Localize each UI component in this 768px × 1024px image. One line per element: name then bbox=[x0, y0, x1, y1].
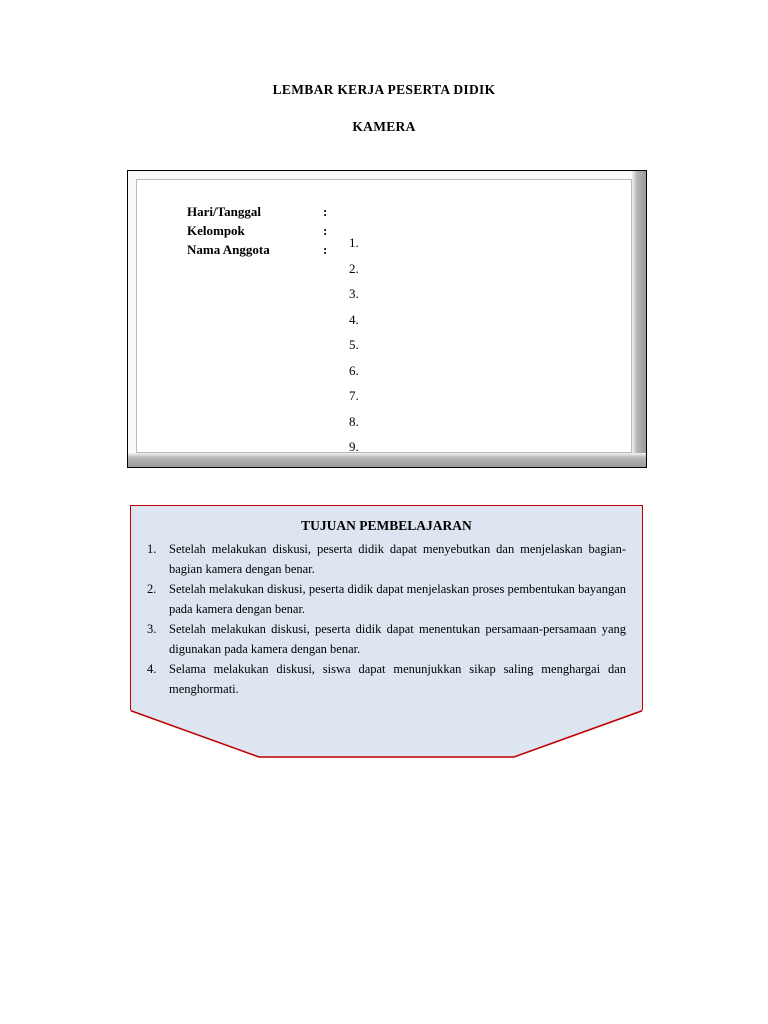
list-item-number: 4. bbox=[147, 662, 157, 676]
list-item bbox=[147, 540, 626, 579]
field-row-hari-tanggal bbox=[187, 202, 349, 221]
list-item bbox=[147, 660, 626, 699]
objectives-banner bbox=[130, 505, 643, 758]
objectives-body bbox=[130, 505, 643, 710]
field-colon-hari-tanggal: : bbox=[323, 204, 328, 219]
identity-inner-frame bbox=[136, 179, 632, 453]
field-colon-nama-anggota: : bbox=[323, 242, 328, 257]
list-item[interactable]: 5. bbox=[349, 337, 359, 352]
identity-box bbox=[127, 170, 647, 468]
list-item bbox=[147, 580, 626, 619]
field-colon-kelompok: : bbox=[323, 223, 328, 238]
list-item[interactable]: 2. bbox=[349, 260, 359, 276]
list-item[interactable]: 7. bbox=[349, 388, 359, 403]
list-item[interactable]: 3. bbox=[349, 286, 359, 301]
objectives-list bbox=[147, 540, 626, 699]
objectives-title: TUJUAN PEMBELAJARAN bbox=[301, 518, 472, 533]
box-bevel-right bbox=[632, 171, 646, 467]
objectives-chevron-shape bbox=[130, 710, 643, 758]
list-item-text: Selama melakukan diskusi, siswa dapat menunjukkan sikap saling menghargai dan menghormati. bbox=[169, 662, 626, 696]
box-bevel-top bbox=[128, 171, 646, 179]
list-item[interactable]: 6. bbox=[349, 362, 359, 378]
member-number-list bbox=[349, 230, 359, 460]
field-row-kelompok bbox=[187, 221, 349, 240]
list-item-number: 2. bbox=[147, 582, 157, 596]
title-block bbox=[0, 0, 768, 135]
list-item[interactable]: 4. bbox=[349, 311, 359, 327]
list-item-text: Setelah melakukan diskusi, peserta didik dapat menjelaskan proses pembentukan bayangan pada kamera dengan benar. bbox=[169, 582, 626, 616]
list-item-number: 3. bbox=[147, 622, 157, 636]
list-item-number: 1. bbox=[147, 542, 157, 556]
identity-fields bbox=[187, 202, 349, 259]
field-label-kelompok: Kelompok bbox=[187, 223, 245, 238]
field-label-hari-tanggal: Hari/Tanggal bbox=[187, 204, 261, 219]
box-bevel-bottom bbox=[128, 453, 646, 467]
box-bevel-left bbox=[128, 171, 136, 467]
list-item[interactable]: 9. bbox=[349, 439, 359, 454]
list-item-text: Setelah melakukan diskusi, peserta didik dapat menentukan persamaan-persamaan yang digunakan pada kamera dengan benar. bbox=[169, 622, 626, 656]
list-item[interactable]: 1. bbox=[349, 235, 359, 250]
page-title: LEMBAR KERJA PESERTA DIDIK bbox=[272, 82, 496, 97]
list-item bbox=[147, 620, 626, 659]
page-subtitle: KAMERA bbox=[352, 119, 416, 134]
field-label-nama-anggota: Nama Anggota bbox=[187, 242, 270, 257]
list-item-text: Setelah melakukan diskusi, peserta didik dapat menyebutkan dan menjelaskan bagian-bagian kamera dengan benar. bbox=[169, 542, 626, 576]
field-row-nama-anggota bbox=[187, 240, 349, 259]
list-item[interactable]: 8. bbox=[349, 413, 359, 429]
